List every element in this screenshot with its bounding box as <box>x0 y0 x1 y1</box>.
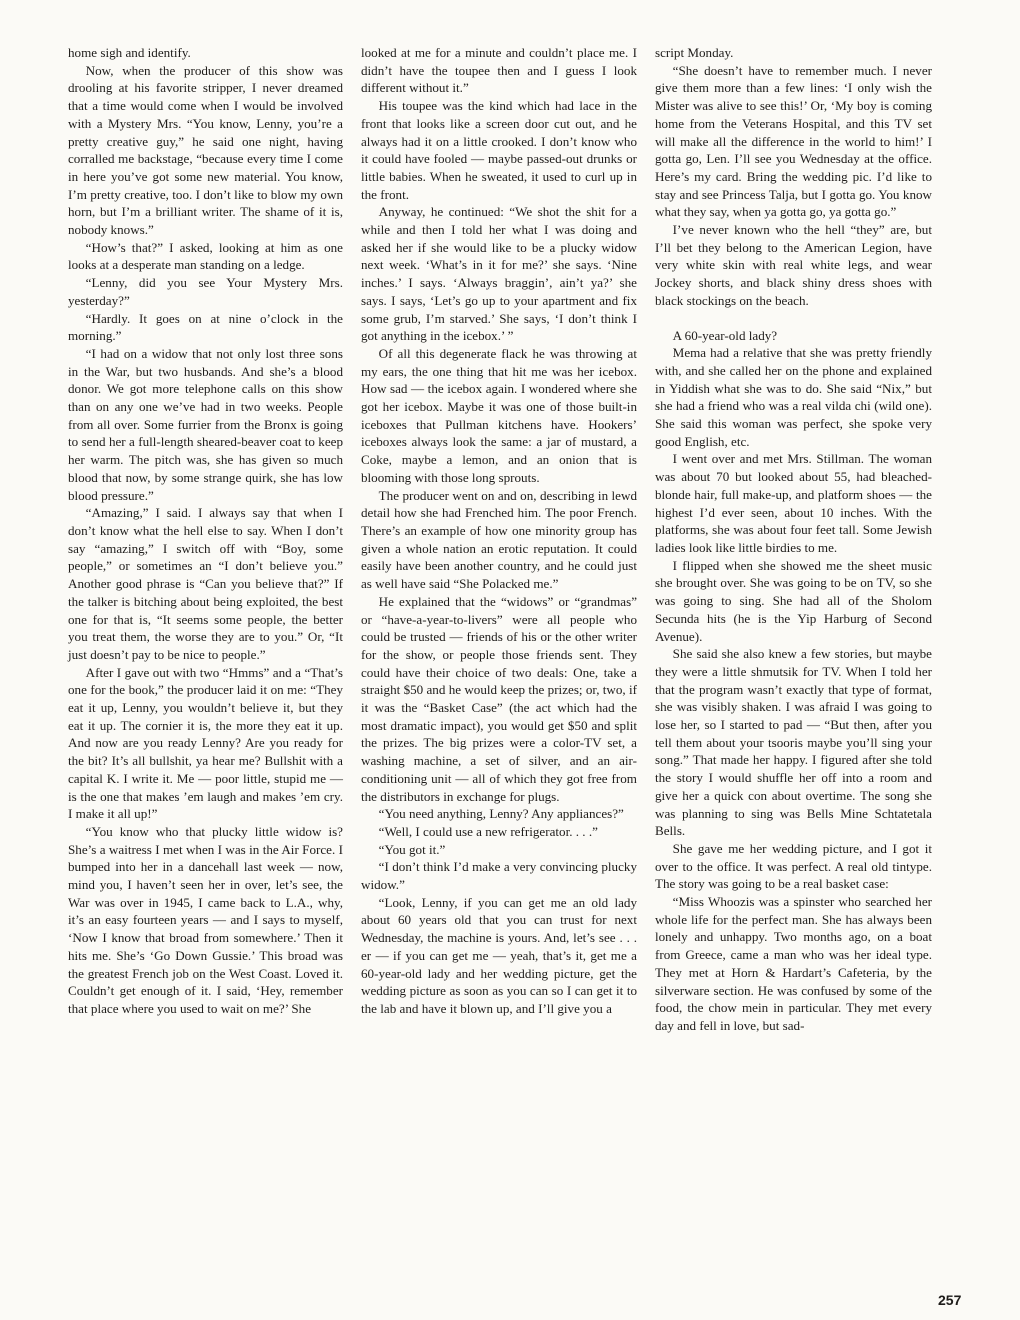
paragraph: “Amazing,” I said. I always say that when I don’t know what the hell else to say. When I don’t say “amazing,” I switch off with “Boy, some people,” or sometimes an “I don’t believe you.” Another good phrase is “Can you believe that?” If the talker is bitching about being exploited, the best one for that is, “It seems some people, the better you treat them, the worse they are to you.” Or, “It just doesn’t pay to be nice to people.” <box>68 505 343 662</box>
paragraph: looked at me for a minute and couldn’t place me. I didn’t have the toupee then and I guess I look different without it.” <box>361 45 637 96</box>
text-column-right <box>655 44 932 1035</box>
paragraph: “You need anything, Lenny? Any appliances?” <box>378 806 624 822</box>
paragraph: “She doesn’t have to remember much. I never give them more than a few lines: ‘I only wish the Mister was alive to see this!’ Or, ‘My boy is coming home from the Veterans Hospital, and this TV set will make all the difference in the world to him!’ I gotta go, Len. I’ll see you Wednesday at the office. Here’s my card. Bring the wedding pic. I’d like to stay and see Princess Talja, but I gotta go. You know what they say, when ya gotta go, ya gotta go.” <box>655 62 932 220</box>
paragraph: She said she also knew a few stories, but maybe they were a little shmutsik for TV. When I told her that the program wasn’t exactly that type of format, she was visibly shaken. I was afraid I was going to lose her, so I started to pad — “But then, after you tell them about your tsooris maybe you’ll sing your song.” That made her happy. I figured after she told the story I would shuffle her off into a room and give her a quick con about overtime. The song she was planning to sing was Bells Mine Schtatetala Bells. <box>655 646 932 839</box>
paragraph: “Look, Lenny, if you can get me an old lady about 60 years old that you can trust for next Wednesday, the machine is yours. And, let’s see . . . er — if you can get me — yeah, that’s it, get me a 60-year-old lady and her wedding picture, get the wedding picture as soon as you can so I can get it to the lab and have it blown up, and I’ll give you a <box>361 894 637 1016</box>
paragraph: Of all this degenerate flack he was throwing at my ears, the one thing that hit me was her icebox. How sad — the icebox again. I wondered where she got her icebox. Maybe it was one of those built-in iceboxes that Pullman kitchens have. Hookers’ iceboxes always look the same: a jar of mustard, a Coke, maybe a lemon, and an onion that is blooming with those long sprouts. <box>361 345 637 485</box>
paragraph: “I had on a widow that not only lost three sons in the War, but two husbands. And she’s a blood donor. We got more telephone calls on this show than on any one we’ve had in two weeks. People from all over. Some furrier from the Bronx is going to send her a full-length sheared-beaver coat to keep her warm. The pitch was, she has given so much blood that now, by some strange quirk, she has low blood pressure.” <box>68 345 343 503</box>
paragraph: Now, when the producer of this show was drooling at his favorite stripper, I never dreamed that a time would come when I would be involved with a Mystery Mrs. “You know, Lenny, you’re a pretty creative guy,” he said one night, having corralled me backstage, “because every time I come in here you’ve got some new material. You know, I’m pretty creative, too. I don’t like to blow my own horn, but I’m a brilliant writer. The shame of it is, nobody knows.” <box>68 62 343 238</box>
page-number: 257 <box>938 1292 962 1308</box>
paragraph: After I gave out with two “Hmms” and a “That’s one for the book,” the producer laid it on me: “They eat it up, Lenny, you wouldn’t believe it, but they eat it up. The cornier it is, the more they eat it up. And now are you ready Lenny? Are you ready for the bit? It’s all bullshit, ya hear me? Bullshit with a capital K. I write it. Me — poor little, stupid me — is the one that makes ’em laugh and makes ’em cry. I make it all up!” <box>68 664 343 822</box>
paragraph: “You know who that plucky little widow is? She’s a waitress I met when I was in the Air Force. I bumped into her in a dancehall last week — now, mind you, I haven’t seen her in over, let’s see, the War was over in 1945, I came back to L.A., why, it’s an easy fourteen years — and I says to myself, ‘Now I know that broad from somewhere.’ Then it hits me. She’s ‘Go Down Gussie.’ This broad was the greatest French job on the West Coast. Loved it. Couldn’t get enough of it. I said, ‘Hey, remember that place where you used to wait on me?’ She <box>68 823 343 1016</box>
paragraph: His toupee was the kind which had lace in the front that looks like a screen door cut out, and he always had it on a little crooked. I don’t know who it could have fooled — maybe passed-out drunks or little babies. When he sweated, it used to curl up in the front. <box>361 98 637 202</box>
paragraph: I’ve never known who the hell “they” are, but I’ll bet they belong to the American Legion, have very white skin with real white legs, and wear Jockey shorts, and black shiny dress shoes with black stockings on the beach. <box>655 222 932 308</box>
paragraph: “I don’t think I’d make a very convincing plucky widow.” <box>361 859 637 893</box>
paragraph: Mema had a relative that she was pretty friendly with, and she called her on the phone and explained in Yiddish what she was to do. She said “Nix,” but she had a friend who was a real vilda chi (wild one). She said this woman was perfect, she spoke very good English, etc. <box>655 345 932 449</box>
paragraph: “You got it.” <box>378 841 446 857</box>
paragraph: “Lenny, did you see Your Mystery Mrs. yesterday?” <box>68 275 343 308</box>
section-subhead: A 60-year-old lady? <box>672 327 778 343</box>
paragraph: Anyway, he continued: “We shot the shit for a while and then I told her what I was doing and asked her if she would like to be a plucky widow next week. ‘What’s in it for me?’ she says. ‘Nine inches.’ I says. ‘Always braggin’, ain’t ya?’ she says. I says, ‘Let’s go up to your apartment and fix some grub, I’m starved.’ She says, ‘I don’t think I got anything in the icebox.’ ” <box>361 204 637 344</box>
paragraph: script Monday. <box>655 45 734 60</box>
text-column-left <box>68 44 343 1018</box>
paragraph: “Miss Whoozis was a spinster who searched her whole life for the perfect man. She has always been lonely and unhappy. Two months ago, on a boat from Greece, came a man who was her ideal type. They met at Horn & Hardart’s Cafeteria, by the silverware section. He was confused by some of the food, the chow mein in particular. They met every day and fell in love, but sad- <box>655 894 932 1033</box>
paragraph: I went over and met Mrs. Stillman. The woman was about 70 but looked about 55, had bleached-blonde hair, full make-up, and platform shoes — the highest I’d ever seen, about 10 inches. With the platforms, she was about four feet tall. Some Jewish ladies look like little birdies to me. <box>655 451 932 555</box>
text-column-middle <box>361 44 637 1018</box>
paragraph: She gave me her wedding picture, and I got it over to the office. It was perfect. A real old tintype. The story was going to be a real basket case: <box>655 840 932 892</box>
paragraph: The producer went on and on, describing in lewd detail how she had Frenched him. The poor French. There’s an example of how one minority group has given a whole nation an erotic reputation. It could easily have been another country, and he could just as well have said “She Polacked me.” <box>361 487 637 592</box>
paragraph: “Hardly. It goes on at nine o’clock in the morning.” <box>68 310 343 344</box>
paragraph: “Well, I could use a new refrigerator. . . .” <box>378 823 598 839</box>
paragraph: “How’s that?” I asked, looking at him as one looks at a desperate man standing on a ledge. <box>68 239 343 273</box>
paragraph: I flipped when she showed me the sheet music she brought over. She was going to be on TV, so she was going to sing. She had all of the Sholom Secunda hits (he is the Yip Harburg of Second Avenue). <box>655 557 932 644</box>
paragraph: home sigh and identify. <box>68 45 191 60</box>
paragraph: He explained that the “widows” or “grandmas” or “have-a-year-to-livers” were all people who could be trusted — friends of his or the other writer for the show, or people those friends sent. They could have their choice of two deals: One, take a straight $50 and he would keep the prizes; or, two, if it was the “Basket Case” (the act which had the most dramatic impact), you would get $50 and split the prizes. The big prizes were a color-TV set, a washing machine, a set of silver, and an air-conditioning unit — all of which they got free from the distributors in exchange for plugs. <box>361 593 637 804</box>
